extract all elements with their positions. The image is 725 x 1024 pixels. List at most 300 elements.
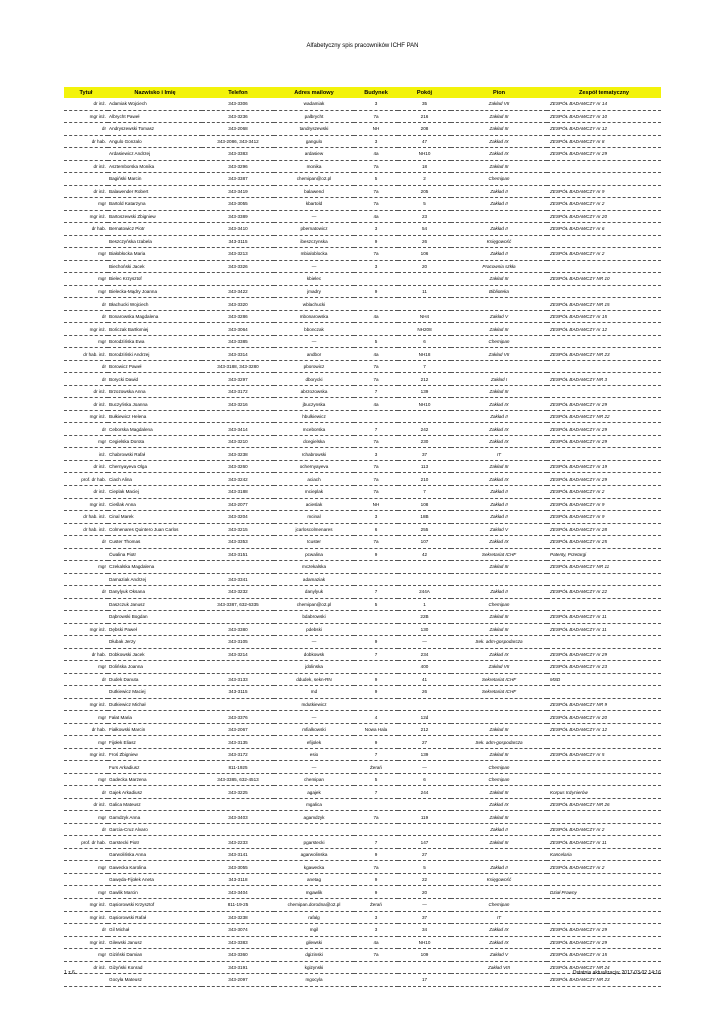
cell-name: Białobłocka Maria (108, 248, 202, 261)
table-row (64, 385, 661, 398)
table-row (64, 573, 661, 586)
cell-room: 205 (398, 185, 451, 198)
cell-email: jmadry (274, 285, 354, 298)
cell-phone: 343-2086, 343-3412 (202, 135, 274, 148)
page-number: 1 z 6 (64, 970, 75, 976)
table-row (64, 160, 661, 173)
cell-title: mgr inż. (64, 323, 108, 336)
cell-room: — (398, 761, 451, 774)
cell-room: 27 (398, 736, 451, 749)
cell-email: palbrycht (274, 110, 354, 123)
table-row (64, 823, 661, 836)
cell-name: Custer Thomas (108, 536, 202, 549)
cell-building: 9 (354, 873, 398, 886)
cell-phone: 343-3055 (202, 198, 274, 211)
cell-team: ZESPÓŁ BADAWCZY NR 23 (547, 974, 661, 987)
cell-email: ibeszczynska (274, 235, 354, 248)
cell-team (547, 761, 661, 774)
cell-room: 26 (398, 686, 451, 699)
cell-division: Zakład IX (451, 536, 547, 549)
cell-email: kgawecka (274, 861, 354, 874)
cell-phone: 343-3297 (202, 373, 274, 386)
cell-email: adamaziak (274, 573, 354, 586)
cell-division: Zakład III (451, 385, 547, 398)
cell-room: 37 (398, 911, 451, 924)
cell-title: mgr (64, 661, 108, 674)
cell-title: mgr (64, 273, 108, 286)
cell-email: pdebski (274, 623, 354, 636)
table-row (64, 173, 661, 186)
cell-phone: 343-3403 (202, 811, 274, 824)
cell-room: — (398, 636, 451, 649)
cell-building (354, 611, 398, 624)
table-row (64, 949, 661, 962)
cell-building: 3 (354, 511, 398, 524)
cell-division: Biblioteka (451, 285, 547, 298)
cell-division: IT (451, 448, 547, 461)
cell-team (547, 448, 661, 461)
cell-building (354, 410, 398, 423)
cell-name: Dudek Danuta (108, 673, 202, 686)
cell-email: andbor (274, 348, 354, 361)
cell-room: 42 (398, 548, 451, 561)
cell-email: jdolinska (274, 661, 354, 674)
cell-email: anetag (274, 873, 354, 886)
cell-building: 7a (354, 473, 398, 486)
cell-title: mgr inż. (64, 936, 108, 949)
cell-team: ZESPÓŁ BADAWCZY nr 29 (547, 473, 661, 486)
cell-phone: 343-3389 (202, 210, 274, 223)
cell-division: Zakład III (451, 110, 547, 123)
cell-email: aciach (274, 473, 354, 486)
cell-building: 7 (354, 586, 398, 599)
cell-team: ZESPÓŁ BADAWCZY nr 5 (547, 748, 661, 761)
cell-building: 5 (354, 335, 398, 348)
cell-division: Zakład II (451, 185, 547, 198)
cell-name: Cegielska Dorota (108, 435, 202, 448)
cell-room: 208 (398, 123, 451, 136)
cell-title: mgr (64, 285, 108, 298)
cell-phone (202, 798, 274, 811)
cell-room: 1 (398, 598, 451, 611)
cell-team: ZESPÓŁ BADAWCZY nr 2 (547, 198, 661, 211)
cell-name: Borowicz Paweł (108, 360, 202, 373)
cell-email: kbartold (274, 198, 354, 211)
cell-division: Chemipan (451, 173, 547, 186)
cell-building (354, 661, 398, 674)
cell-name: Bonarowska Magdalena (108, 310, 202, 323)
cell-name: Asztemborska Monika (108, 160, 202, 173)
cell-title (64, 611, 108, 624)
cell-phone: 343-3216 (202, 398, 274, 411)
cell-building: 7a (354, 373, 398, 386)
cell-division: Sekretariat ICHF (451, 686, 547, 699)
cell-email: ochernyayeva (274, 460, 354, 473)
cell-building: 9 (354, 736, 398, 749)
cell-building: 6 (354, 523, 398, 536)
cell-building: 7 (354, 836, 398, 849)
cell-title: dr (64, 310, 108, 323)
cell-email: mfialkowski (274, 723, 354, 736)
cell-phone: 343-3242 (202, 473, 274, 486)
cell-division (451, 886, 547, 899)
cell-building: 9 (354, 886, 398, 899)
cell-name: Borodziński Andrzej (108, 348, 202, 361)
cell-name: Bagiński Marcin (108, 173, 202, 186)
cell-room: 255 (398, 523, 451, 536)
cell-team: ZESPÓŁ BADAWCZY NR 10 (547, 273, 661, 286)
cell-title: mgr (64, 773, 108, 786)
cell-name: Garstecki Piotr (108, 836, 202, 849)
table-row (64, 811, 661, 824)
cell-name: Albrycht Paweł (108, 110, 202, 123)
cell-division: Zakład IX (451, 924, 547, 937)
cell-phone: 343-3314 (202, 348, 274, 361)
cell-team: ZESPÓŁ BADAWCZY nr 9 (547, 511, 661, 524)
cell-phone: 343-3360 (202, 949, 274, 962)
cell-phone (202, 561, 274, 574)
cell-room: 5 (398, 198, 451, 211)
cell-email: jcarloscolmenares (274, 523, 354, 536)
cell-title: dr inż. (64, 485, 108, 498)
cell-email: agamdzyk (274, 811, 354, 824)
cell-phone: 343-3172 (202, 385, 274, 398)
cell-phone (202, 823, 274, 836)
cell-division: Pracownia szkła (451, 260, 547, 273)
document-title: Alfabetyczny spis pracowników ICHF PAN (306, 43, 419, 49)
cell-phone: 343-3383 (202, 148, 274, 161)
cell-team (547, 911, 661, 924)
cell-title: dr hab. (64, 223, 108, 236)
cell-email: — (274, 335, 354, 348)
cell-phone: 343-3135 (202, 736, 274, 749)
cell-email: dobkowsk (274, 648, 354, 661)
cell-name: Borodzińska Ewa (108, 335, 202, 348)
cell-room: 242 (398, 423, 451, 436)
cell-division: Zakład II (451, 410, 547, 423)
cell-building: 7 (354, 385, 398, 398)
cell-email: dcegielska (274, 435, 354, 448)
table-row (64, 798, 661, 811)
cell-title (64, 873, 108, 886)
cell-title: mgr inż. (64, 498, 108, 511)
cell-team (547, 360, 661, 373)
cell-email: mbonarowska (274, 310, 354, 323)
cell-name: Bułkiewicz Helena (108, 410, 202, 423)
cell-name: Bartoszewski Zbigniew (108, 210, 202, 223)
cell-name: Colmenares Quintero Juan Carlos (108, 523, 202, 536)
cell-team: ZESPÓŁ BADAWCZY nr 2 (547, 248, 661, 261)
cell-name: Gąsiorowski Krzysztof (108, 899, 202, 912)
cell-email: mgawlik (274, 886, 354, 899)
cell-room (398, 823, 451, 836)
cell-room: 35 (398, 98, 451, 110)
column-header: Zespół tematyczny (547, 87, 661, 98)
cell-building: 5 (354, 173, 398, 186)
cell-room: 119 (398, 811, 451, 824)
cell-email: hbulkiewicz (274, 410, 354, 423)
cell-name: Daszczuk Janusz (108, 598, 202, 611)
cell-division: Zakład III (451, 836, 547, 849)
cell-division (451, 210, 547, 223)
cell-name: Dobkowski Jacek (108, 648, 202, 661)
cell-phone: 343-3172 (202, 748, 274, 761)
cell-name: Gocyła Mateusz (108, 974, 202, 987)
table-row (64, 460, 661, 473)
cell-room: 5 (398, 861, 451, 874)
table-row (64, 523, 661, 536)
cell-name: Beszczyńska Izabela (108, 235, 202, 248)
cell-name: Chernyayeva Olga (108, 460, 202, 473)
cell-title: dr (64, 360, 108, 373)
cell-name: Giżyński Konrad (108, 961, 202, 974)
cell-division: Chemipan (451, 899, 547, 912)
cell-room: NH10 (398, 398, 451, 411)
cell-email: kgizynski (274, 961, 354, 974)
cell-room: NH10 (398, 148, 451, 161)
cell-email: wblachucki (274, 298, 354, 311)
cell-email: pgarstecki (274, 836, 354, 849)
cell-title: dr inż. (64, 385, 108, 398)
cell-building: 7a (354, 460, 398, 473)
cell-division: Zakład II (451, 485, 547, 498)
table-row (64, 511, 661, 524)
cell-room: 107 (398, 536, 451, 549)
cell-room: 18B (398, 511, 451, 524)
cell-name: Danylyuk Oksana (108, 586, 202, 599)
cell-title: dr (64, 423, 108, 436)
cell-division: Zakład II (451, 248, 547, 261)
cell-title (64, 761, 108, 774)
cell-phone: 343-3141 (202, 848, 274, 861)
cell-room (398, 410, 451, 423)
cell-title (64, 598, 108, 611)
cell-email: — (274, 711, 354, 724)
cell-division: Zakład III (451, 123, 547, 136)
column-header: Nazwisko i Imię (108, 87, 202, 98)
table-row (64, 974, 661, 987)
cell-division: Zakład III (451, 273, 547, 286)
table-row (64, 648, 661, 661)
cell-phone: 343-3236 (202, 110, 274, 123)
cell-room: 20 (398, 260, 451, 273)
cell-team: ZESPÓŁ BADAWCZY NR 15 (547, 298, 661, 311)
cell-team: ZESPÓŁ BADAWCZY nr 29 (547, 435, 661, 448)
cell-team: ZESPÓŁ BADAWCZY nr 11 (547, 611, 661, 624)
cell-phone: 343-3151 (202, 548, 274, 561)
cell-team: ZESPÓŁ BADAWCZY NR 11 (547, 561, 661, 574)
cell-building (354, 974, 398, 987)
table-row (64, 398, 661, 411)
cell-division: Chemipan (451, 335, 547, 348)
cell-division: Zakład III (451, 748, 547, 761)
cell-team: ZESPÓŁ BADAWCZY nr 29 (547, 924, 661, 937)
cell-phone: 343-3225 (202, 786, 274, 799)
table-row (64, 348, 661, 361)
table-row (64, 961, 661, 974)
cell-email: mcieplak (274, 485, 354, 498)
cell-title: mgr inż. (64, 748, 108, 761)
cell-phone: 343-3188 (202, 485, 274, 498)
cell-division: Chemipan (451, 761, 547, 774)
cell-name: Ciach Alina (108, 473, 202, 486)
cell-room (398, 698, 451, 711)
cell-name: Biechoński Jacek (108, 260, 202, 273)
cell-room: — (398, 899, 451, 912)
cell-phone: 343-3404 (202, 886, 274, 899)
cell-phone: 343-3115 (202, 686, 274, 699)
cell-title: mgr (64, 335, 108, 348)
table-row (64, 836, 661, 849)
cell-title (64, 548, 108, 561)
column-header: Pion (451, 87, 547, 98)
cell-building (354, 573, 398, 586)
cell-email: — (274, 761, 354, 774)
cell-team: ZESPÓŁ BADAWCZY nr 8 (547, 135, 661, 148)
cell-email: dgizinski (274, 949, 354, 962)
cell-title: dr hab. (64, 723, 108, 736)
table-row (64, 123, 661, 136)
cell-title (64, 235, 108, 248)
cell-room: 34 (398, 924, 451, 937)
cell-building: 9 (354, 548, 398, 561)
cell-title: mgr (64, 435, 108, 448)
cell-building: 4a (354, 936, 398, 949)
cell-name: Ćwalina Piotr (108, 548, 202, 561)
cell-division: Zakład III (451, 561, 547, 574)
table-row (64, 899, 661, 912)
cell-team: ZESPÓŁ BADAWCZY nr 22 (547, 586, 661, 599)
cell-division: Zakład IX (451, 798, 547, 811)
cell-room: 212 (398, 373, 451, 386)
cell-room: 23 (398, 210, 451, 223)
column-header: Telefon (202, 87, 274, 98)
cell-email: tcuster (274, 536, 354, 549)
cell-room: 47 (398, 135, 451, 148)
cell-building: 9 (354, 285, 398, 298)
cell-phone: 343-3204 (202, 511, 274, 524)
cell-name: Dutkiewicz Michał (108, 698, 202, 711)
cell-name: Ardasiewicz Andrzej (108, 148, 202, 161)
cell-name: Balawender Robert (108, 185, 202, 198)
cell-phone (202, 273, 274, 286)
cell-building (354, 323, 398, 336)
cell-room: 54 (398, 223, 451, 236)
cell-division: Zakład II (451, 823, 547, 836)
cell-phone: 343-3387 (202, 173, 274, 186)
cell-room (398, 561, 451, 574)
cell-name: Gawlik Marcin (108, 886, 202, 899)
cell-phone: 343-3376 (202, 711, 274, 724)
cell-division: Zakład II (451, 198, 547, 211)
table-row (64, 661, 661, 674)
cell-title: mgr inż. (64, 899, 108, 912)
cell-title: dr inż. (64, 160, 108, 173)
cell-title: mgr (64, 736, 108, 749)
cell-room: NH4 (398, 310, 451, 323)
cell-room: 244A (398, 586, 451, 599)
cell-division: Zakład II (451, 498, 547, 511)
cell-building: 7 (354, 786, 398, 799)
table-row (64, 686, 661, 699)
cell-division: Zakład III (451, 323, 547, 336)
cell-division: Zakład VII (451, 348, 547, 361)
cell-name: Chabrowski Rafał (108, 448, 202, 461)
cell-name: Bernatowicz Piotr (108, 223, 202, 236)
cell-phone: 343-3118 (202, 873, 274, 886)
staff-table (64, 87, 661, 987)
table-row (64, 561, 661, 574)
table-row (64, 761, 661, 774)
cell-phone: 343-3188, 343-3280 (202, 360, 274, 373)
cell-phone: 343-3296 (202, 160, 274, 173)
cell-phone: 343-3380 (202, 623, 274, 636)
cell-title: mgr (64, 861, 108, 874)
cell-building: 4a (354, 310, 398, 323)
cell-title: dr (64, 673, 108, 686)
cell-room: 147 (398, 836, 451, 849)
cell-building (354, 561, 398, 574)
cell-team: Kancelaria (547, 848, 661, 861)
cell-name: Bończak Bartłomiej (108, 323, 202, 336)
cell-phone: 343-2067 (202, 723, 274, 736)
cell-title (64, 148, 108, 161)
cell-building: 7a (354, 435, 398, 448)
cell-building: 9 (354, 848, 398, 861)
cell-title: mgr inż. (64, 110, 108, 123)
cell-name: Dłubak Jerzy (108, 636, 202, 649)
cell-building: 5 (354, 598, 398, 611)
cell-room: 108 (398, 498, 451, 511)
cell-building: Żerań (354, 899, 398, 912)
cell-name: Gawecka Karolina (108, 861, 202, 874)
cell-building (354, 823, 398, 836)
cell-team (547, 773, 661, 786)
table-row (64, 473, 661, 486)
cell-division (451, 573, 547, 586)
cell-team: ZESPÓŁ BADAWCZY NR 26 (547, 798, 661, 811)
cell-building: 4a (354, 348, 398, 361)
cell-name: Angulo Gonzalo (108, 135, 202, 148)
cell-division: Zakład V (451, 949, 547, 962)
cell-room: 113 (398, 460, 451, 473)
cell-title: dr (64, 536, 108, 549)
column-header: Adres mailowy (274, 87, 354, 98)
cell-phone: 343-3191 (202, 961, 274, 974)
cell-room: 216 (398, 110, 451, 123)
cell-phone: 343-3074 (202, 924, 274, 937)
cell-email: esio (274, 748, 354, 761)
cell-name: Giziński Damian (108, 949, 202, 962)
cell-name: Adamiak Wojciech (108, 98, 202, 110)
cell-name: Fiałkowski Marcin (108, 723, 202, 736)
cell-phone: 343-2077 (202, 498, 274, 511)
cell-building: 7a (354, 485, 398, 498)
cell-email: chemipan.dorodna@o2.pl (274, 899, 354, 912)
cell-name: Gil Michał (108, 924, 202, 937)
cell-team: ZESPÓŁ BADAWCZY nr 20 (547, 711, 661, 724)
cell-team: ZESPÓŁ BADAWCZY nr 15 (547, 949, 661, 962)
table-row (64, 148, 661, 161)
cell-team: ZESPÓŁ BADAWCZY nr 2 (547, 823, 661, 836)
cell-email: mcinal (274, 511, 354, 524)
cell-team (547, 335, 661, 348)
cell-team: ZESPÓŁ BADAWCZY NR 22 (547, 410, 661, 423)
cell-team: ZESPÓŁ BADAWCZY nr 14 (547, 98, 661, 110)
cell-phone: 343-3105 (202, 636, 274, 649)
cell-name: Fijołek Eliasz (108, 736, 202, 749)
table-body (64, 98, 661, 986)
